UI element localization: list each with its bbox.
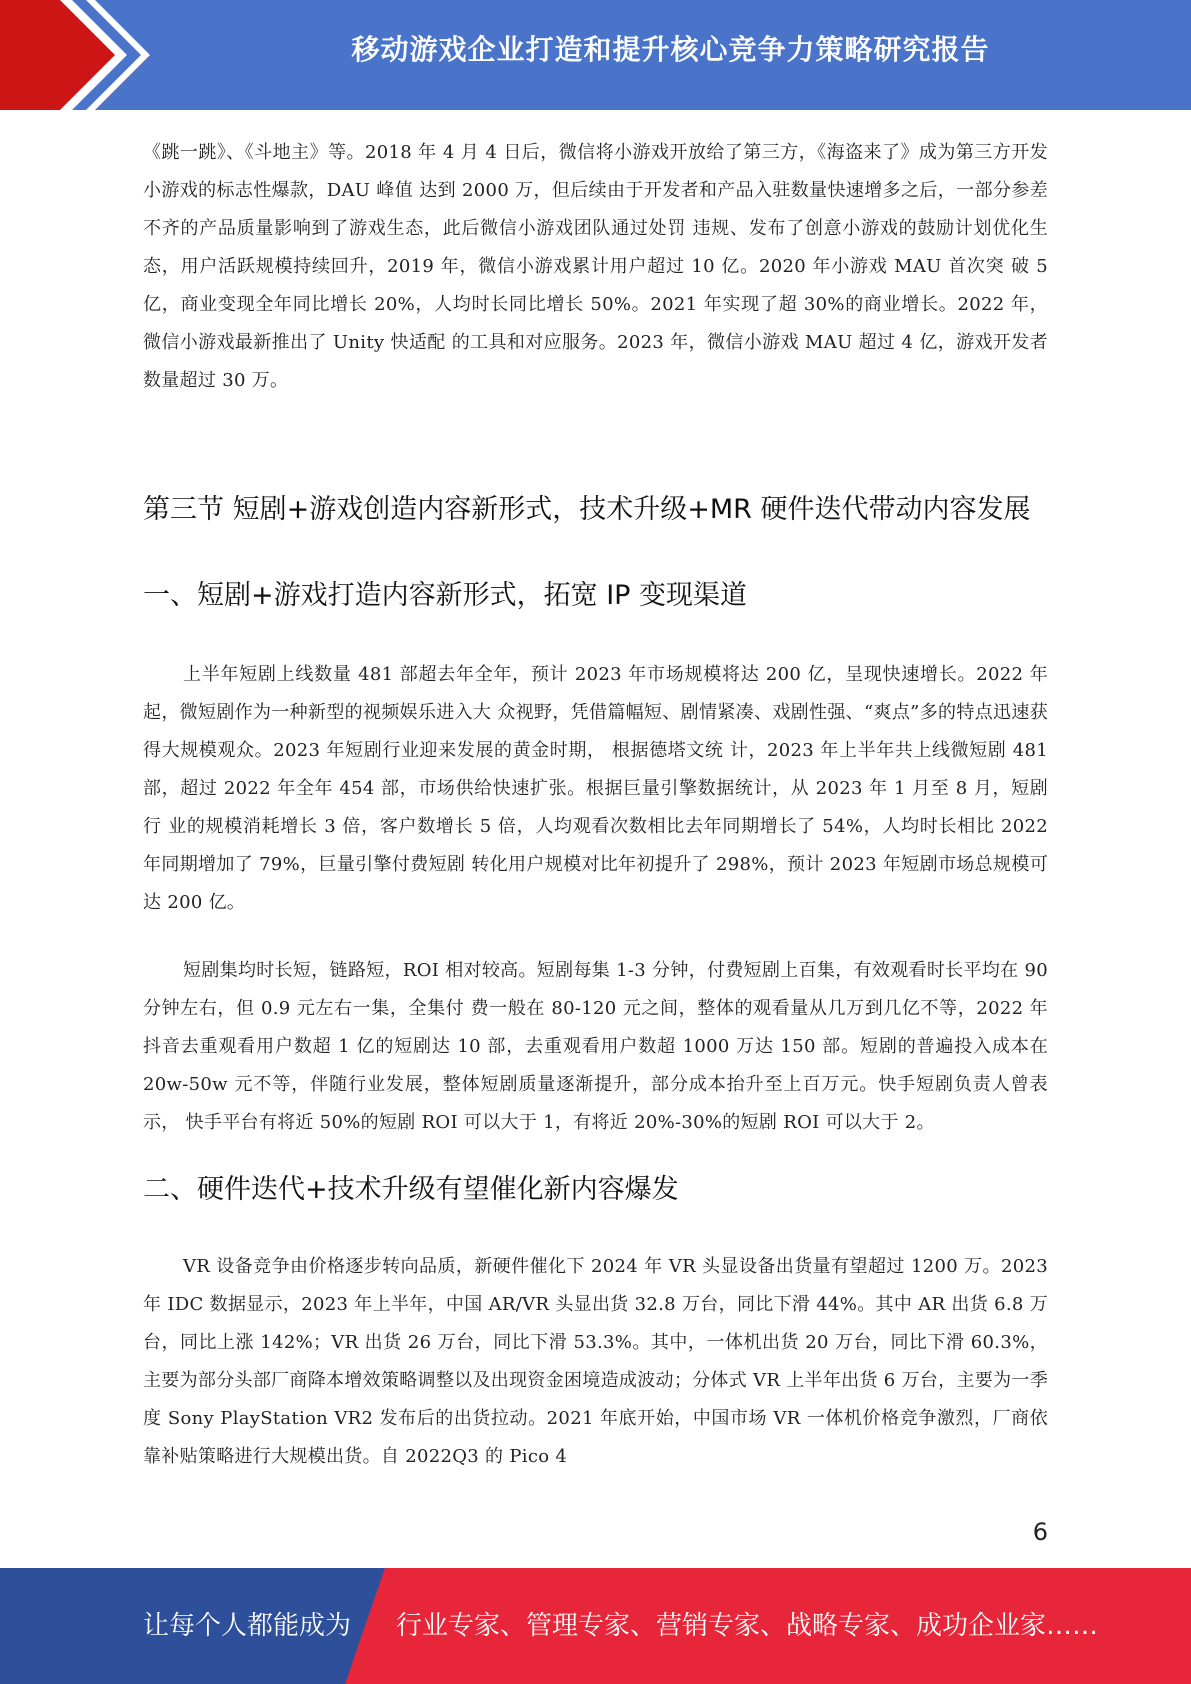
- paragraph-intro: 《跳一跳》、《斗地主》等。2018 年 4 月 4 日后，微信将小游戏开放给了第三方，《海盗来了》成为第三方开发小游戏的标志性爆款，DAU 峰值 达到 2000 万，但后续由于开发者和产品入驻数量快速增多之后，一部分参差不齐的产品质量影响到了游戏生态，此后微信小游戏团队通过处罚 违规、发布了创意小游戏的鼓励计划优化生态，用户活跃规模持续回升，2019 年，微信小游戏累计用户超过 10 亿。2020 年小游戏 MAU 首次突 破 5 亿，商业变现全年同比增长 20%，人均时长同比增长 50%。2021 年实现了超 30%的商业增长。2022 年，微信小游戏最新推出了 Unity 快适配 的工具和对应服务。2023 年，微信小游戏 MAU 超过 4 亿，游戏开发者数量超过 30 万。: [143, 142, 1048, 391]
- page-number: 6: [1032, 1518, 1048, 1546]
- header-banner: [0, 0, 1191, 110]
- paragraph-vr-hardware: VR 设备竞争由价格逐步转向品质，新硬件催化下 2024 年 VR 头显设备出货量有望超过 1200 万。2023 年 IDC 数据显示，2023 年上半年，中国 AR/VR 头显出货 32.8 万台，同比下滑 44%。其中 AR 出货 6.8 万台，同比上涨 142%；VR 出货 26 万台，同比下滑 53.3%。其中，一体机出货 20 万台，同比下滑 60.3%，主要为部分头部厂商降本增效策略调整以及出现资金困境造成波动；分体式 VR 上半年出货 6 万台，主要为一季度 Sony PlayStation VR2 发布后的出货拉动。2021 年底开始，中国市场 VR 一体机价格竞争激烈，厂商依靠补贴策略进行大规模出货。自 2022Q3 的 Pico 4: [143, 1256, 1048, 1467]
- document-title: 移动游戏企业打造和提升核心竞争力策略研究报告: [351, 33, 990, 66]
- paragraph-drama-market: 上半年短剧上线数量 481 部超去年全年，预计 2023 年市场规模将达 200 亿，呈现快速增长。2022 年起，微短剧作为一种新型的视频娱乐进入大 众视野，凭借篇幅短、剧情紧凑、戏剧性强、“爽点”多的特点迅速获得大规模观众。2023 年短剧行业迎来发展的黄金时期， 根据德塔文统 计，2023 年上半年共上线微短剧 481 部，超过 2022 年全年 454 部，市场供给快速扩张。根据巨量引擎数据统计，从 2023 年 1 月至 8 月，短剧行 业的规模消耗增长 3 倍，客户数增长 5 倍，人均观看次数相比去年同期增长了 54%，人均时长相比 2022 年同期增加了 79%，巨量引擎付费短剧 转化用户规模对比年初提升了 298%，预计 2023 年短剧市场总规模可达 200 亿。: [143, 664, 1048, 913]
- page-content: [143, 134, 1048, 1476]
- footer-slogan-left: 让每个人都能成为: [143, 1611, 352, 1641]
- paragraph-drama-roi: 短剧集均时长短，链路短，ROI 相对较高。短剧每集 1-3 分钟，付费短剧上百集，有效观看时长平均在 90 分钟左右，但 0.9 元左右一集，全集付 费一般在 80-120 元之间，整体的观看量从几万到几亿不等，2022 年抖音去重观看用户数超 1 亿的短剧达 10 部，去重观看用户数超 1000 万达 150 部。短剧的普遍投入成本在 20w-50w 元不等，伴随行业发展，整体短剧质量逐渐提升，部分成本抬升至上百万元。快手短剧负责人曾表示， 快手平台有将近 50%的短剧 ROI 可以大于 1，有将近 20%-30%的短剧 ROI 可以大于 2。: [143, 960, 1048, 1133]
- footer-slogan-right: 行业专家、管理专家、营销专家、战略专家、成功企业家……: [396, 1611, 1099, 1641]
- header-arrow-decoration: [0, 0, 150, 110]
- subsection-title-2: 二、硬件迭代+技术升级有望催化新内容爆发: [143, 1174, 679, 1205]
- section-title: 第三节 短剧+游戏创造内容新形式，技术升级+MR 硬件迭代带动内容发展: [143, 494, 1031, 525]
- subsection-title-1: 一、短剧+游戏打造内容新形式，拓宽 IP 变现渠道: [143, 580, 748, 611]
- footer-banner: [0, 1568, 1191, 1684]
